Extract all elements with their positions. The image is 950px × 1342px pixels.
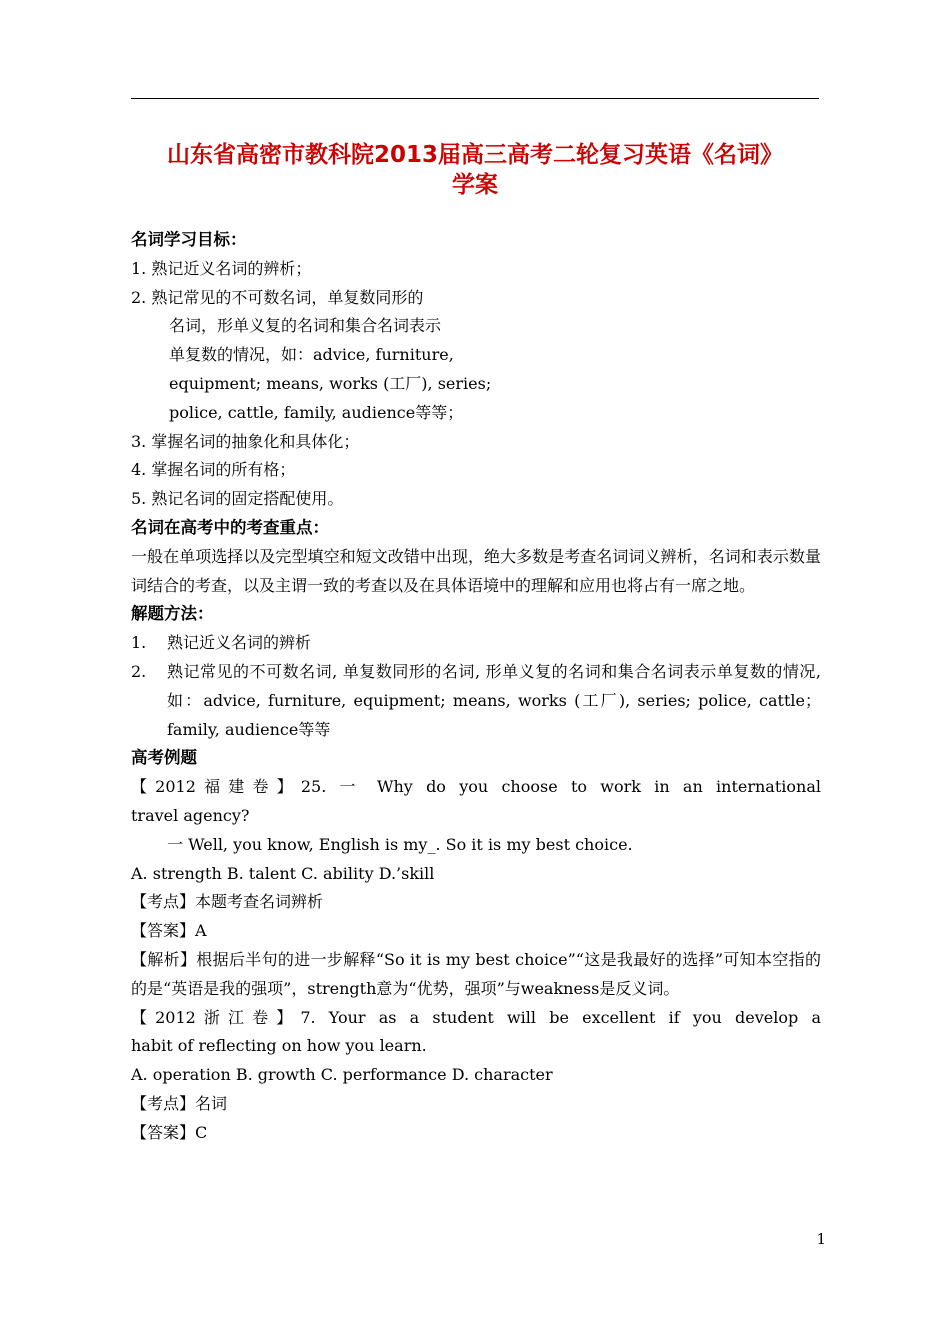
method-item-1 — [131, 629, 821, 658]
document-body — [131, 226, 821, 1148]
document-title — [131, 140, 819, 200]
question-1-stem-cont: travel agency? — [131, 805, 250, 825]
method-item-1-number: 1. — [131, 633, 147, 653]
method-item-2-text: 熟记常见的不可数名词, 单复数同形的名词, 形单义复的名词和集合名词表示单复数的情况, 如：advice, furniture, equipment; means, works (工厂), series; police, cattle；family, audience等等 — [167, 661, 821, 739]
goals-item-2-cont: 单复数的情况，如：advice, furniture, — [169, 345, 454, 365]
goals-item-2-cont: equipment; means, works (工厂), series; — [169, 373, 492, 393]
question-1-point: 【考点】本题考查名词辨析 — [131, 892, 324, 912]
method-item-2-number: 2. — [131, 661, 147, 681]
header-rule — [131, 98, 819, 99]
question-1-answer: 【答案】A — [131, 921, 207, 941]
focus-paragraph: 一般在单项选择以及完型填空和短文改错中出现，绝大多数是考查名词词义辨析，名词和表示数量词结合的考查，以及主谓一致的考查以及在具体语境中的理解和应用也将占有一席之地。 — [131, 546, 821, 595]
question-2-stem-cont: habit of reflecting on how you learn. — [131, 1036, 427, 1056]
method-heading: 解题方法： — [131, 604, 214, 624]
question-2-stem: 【2012浙江卷】7. Your as a student will be excellent if you develop a — [131, 1007, 821, 1027]
goals-heading: 名词学习目标： — [131, 230, 247, 249]
question-2-options: A. operation B. growth C. performance D. character — [131, 1065, 553, 1085]
focus-heading: 名词在高考中的考查重点： — [131, 517, 329, 537]
goals-item-2-cont: police, cattle, family, audience等等； — [169, 402, 464, 422]
goals-item-4: 4. 掌握名词的所有格； — [131, 460, 296, 480]
title-line-2: 学案 — [452, 172, 498, 198]
goals-item-5: 5. 熟记名词的固定搭配使用。 — [131, 489, 344, 509]
question-1-stem: 【2012福建卷】25. 一 Why do you choose to work in an international — [131, 777, 821, 797]
title-line-1: 山东省高密市教科院2013届高三高考二轮复习英语《名词》 — [166, 142, 783, 168]
goals-item-2-cont: 名词，形单义复的名词和集合名词表示 — [169, 316, 442, 336]
goals-item-2: 2. 熟记常见的不可数名词，单复数同形的 — [131, 287, 424, 307]
examples-heading: 高考例题 — [131, 748, 197, 768]
question-2-point: 【考点】名词 — [131, 1093, 228, 1113]
goals-item-1: 1. 熟记近义名词的辨析； — [131, 258, 312, 278]
page-number: 1 — [816, 1230, 826, 1248]
method-item-2 — [131, 658, 821, 744]
question-1-options: A. strength B. talent C. ability D.’skill — [131, 863, 435, 883]
goals-item-3: 3. 掌握名词的抽象化和具体化； — [131, 431, 360, 451]
question-2-answer: 【答案】C — [131, 1122, 208, 1142]
question-1-analysis: 【解析】根据后半句的进一步解释“So it is my best choice”“这是我最好的选择”可知本空指的的是“英语是我的强项”，strength意为“优势，强项”与weakness是反义词。 — [131, 949, 821, 998]
question-1-reply: 一 Well, you know, English is my_. So it is my best choice. — [167, 834, 633, 854]
method-item-1-text: 熟记近义名词的辨析 — [167, 633, 312, 653]
